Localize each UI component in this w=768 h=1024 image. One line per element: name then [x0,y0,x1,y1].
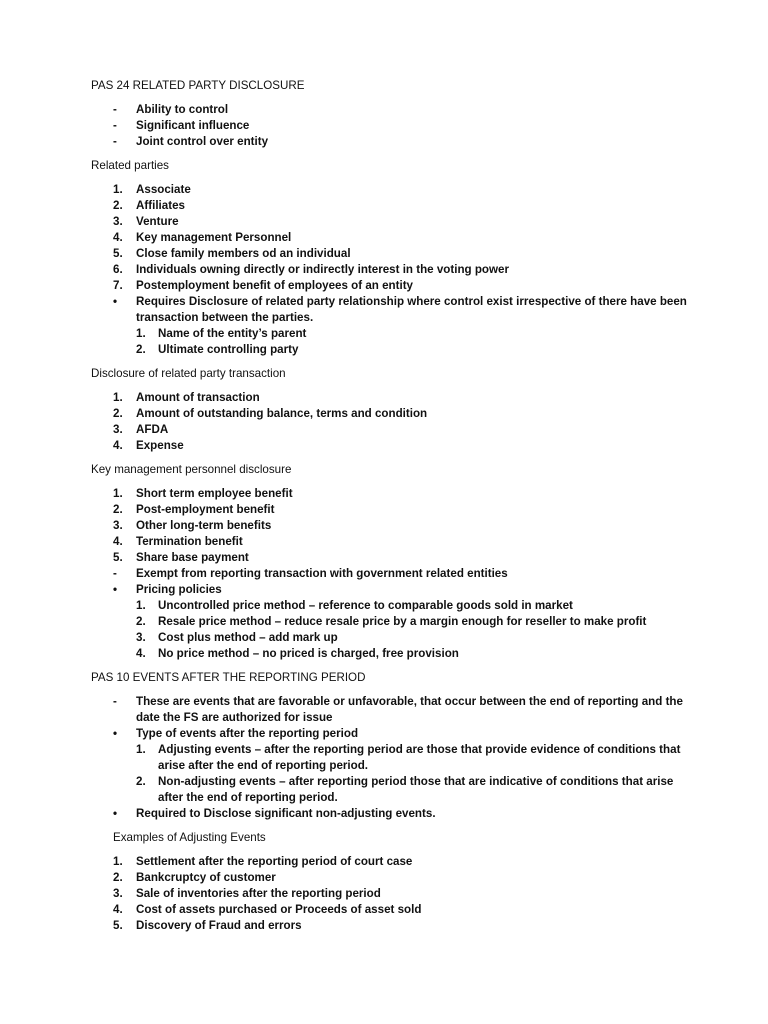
list-marker: - [113,695,117,708]
list-marker: 5. [113,551,123,564]
list-item-text: Key management Personnel [136,231,292,244]
list-item [91,870,691,886]
list-marker: 1. [113,391,123,404]
list-marker: 4. [113,903,123,916]
list-marker: 2. [113,503,123,516]
list-marker: 4. [113,439,123,452]
list-item-text: Sale of inventories after the reporting period [136,887,381,900]
list-item-text: Requires Disclosure of related party relationship where control exist irrespective of there have been transaction between the parties. [136,295,687,324]
list-marker: 3. [113,215,123,228]
list-item [91,614,691,630]
list-item-text: Ultimate controlling party [158,343,299,356]
list-item [91,550,691,566]
document-body [91,78,691,942]
list-item-text: These are events that are favorable or unfavorable, that occur between the end of reporting and the date the FS are authorized for issue [136,695,683,724]
section-heading: Key management personnel disclosure [91,463,292,476]
list-item [91,806,691,822]
list-marker: 3. [113,887,123,900]
list-marker: 2. [136,615,146,628]
list-marker: 1. [113,855,123,868]
list-item-text: Expense [136,439,184,452]
list-item-text: Cost plus method – add mark up [158,631,338,644]
list-item [91,630,691,646]
list-item [91,422,691,438]
list-item [91,230,691,246]
list-item-text: Amount of transaction [136,391,260,404]
list-item [91,486,691,502]
list-item [91,406,691,422]
list-item-text: Uncontrolled price method – reference to comparable goods sold in market [158,599,573,612]
list-item-text: Individuals owning directly or indirectly interest in the voting power [136,263,509,276]
list-marker: 5. [113,919,123,932]
section-list [91,390,691,454]
list-item-text: Other long-term benefits [136,519,272,532]
list-item [91,390,691,406]
list-item-text: No price method – no priced is charged, free provision [158,647,459,660]
list-marker: 3. [113,519,123,532]
list-item [91,742,691,774]
section-heading: Disclosure of related party transaction [91,367,286,380]
list-item-text: Non-adjusting events – after reporting period those that are indicative of conditions that arise after the end of reporting period. [158,775,674,804]
list-item-text: Pricing policies [136,583,222,596]
list-item-text: Short term employee benefit [136,487,293,500]
section-list [91,182,691,358]
list-item [91,262,691,278]
list-marker: 4. [136,647,146,660]
list-marker: 2. [113,871,123,884]
list-item [91,534,691,550]
list-item [91,646,691,662]
list-item [91,246,691,262]
list-item-text: Cost of assets purchased or Proceeds of asset sold [136,903,422,916]
list-marker: • [113,727,118,740]
list-item-text: Resale price method – reduce resale price by a margin enough for reseller to make profit [158,615,647,628]
list-item [91,182,691,198]
list-item [91,582,691,598]
list-marker: • [113,295,118,308]
list-item [91,502,691,518]
list-marker: 3. [113,423,123,436]
list-item-text: Type of events after the reporting period [136,727,359,740]
list-marker: 1. [136,327,146,340]
section-list [91,486,691,662]
list-item [91,278,691,294]
list-item [91,326,691,342]
list-marker: 5. [113,247,123,260]
list-marker: 1. [136,743,146,756]
list-item [91,918,691,934]
list-item [91,518,691,534]
list-item-text: Postemployment benefit of employees of an entity [136,279,414,292]
list-item [91,198,691,214]
section-heading: Related parties [91,159,169,172]
list-item-text: Adjusting events – after the reporting period are those that provide evidence of conditions that arise after the end of reporting period. [158,743,681,772]
list-item [91,774,691,806]
list-item-text: Associate [136,183,191,196]
section-heading: PAS 10 EVENTS AFTER THE REPORTING PERIOD [91,671,366,684]
section-heading: PAS 24 RELATED PARTY DISCLOSURE [91,79,305,92]
list-item [91,342,691,358]
list-marker: 6. [113,263,123,276]
list-item [91,726,691,742]
list-marker: 2. [113,407,123,420]
list-item [91,854,691,870]
list-marker: - [113,135,117,148]
list-marker: - [113,567,117,580]
list-item [91,118,691,134]
list-item-text: AFDA [136,423,169,436]
list-marker: 4. [113,535,123,548]
section-heading: Examples of Adjusting Events [113,831,266,844]
list-marker: 7. [113,279,123,292]
list-item-text: Affiliates [136,199,185,212]
list-marker: 1. [113,487,123,500]
list-item-text: Joint control over entity [136,135,269,148]
section-list [91,854,691,934]
list-item-text: Discovery of Fraud and errors [136,919,302,932]
list-item-text: Ability to control [136,103,229,116]
list-item [91,294,691,326]
list-item [91,886,691,902]
list-marker: 2. [136,775,146,788]
list-item-text: Amount of outstanding balance, terms and condition [136,407,428,420]
list-marker: 2. [113,199,123,212]
list-item-text: Exempt from reporting transaction with government related entities [136,567,508,580]
list-item-text: Share base payment [136,551,249,564]
list-item-text: Post-employment benefit [136,503,275,516]
list-item-text: Significant influence [136,119,250,132]
list-item [91,566,691,582]
list-item [91,134,691,150]
list-marker: - [113,103,117,116]
list-marker: 3. [136,631,146,644]
list-item-text: Venture [136,215,179,228]
list-marker: 4. [113,231,123,244]
section-list [91,694,691,822]
list-marker: • [113,583,118,596]
list-item [91,598,691,614]
list-item-text: Termination benefit [136,535,243,548]
list-item-text: Settlement after the reporting period of court case [136,855,413,868]
list-marker: - [113,119,117,132]
list-marker: 2. [136,343,146,356]
list-marker: 1. [113,183,123,196]
list-item-text: Name of the entity’s parent [158,327,307,340]
list-item-text: Required to Disclose significant non-adjusting events. [136,807,436,820]
list-item-text: Bankcruptcy of customer [136,871,276,884]
list-item [91,214,691,230]
list-marker: 1. [136,599,146,612]
list-item-text: Close family members od an individual [136,247,351,260]
list-item [91,902,691,918]
list-marker: • [113,807,118,820]
section-list [91,102,691,150]
list-item [91,438,691,454]
list-item [91,694,691,726]
list-item [91,102,691,118]
